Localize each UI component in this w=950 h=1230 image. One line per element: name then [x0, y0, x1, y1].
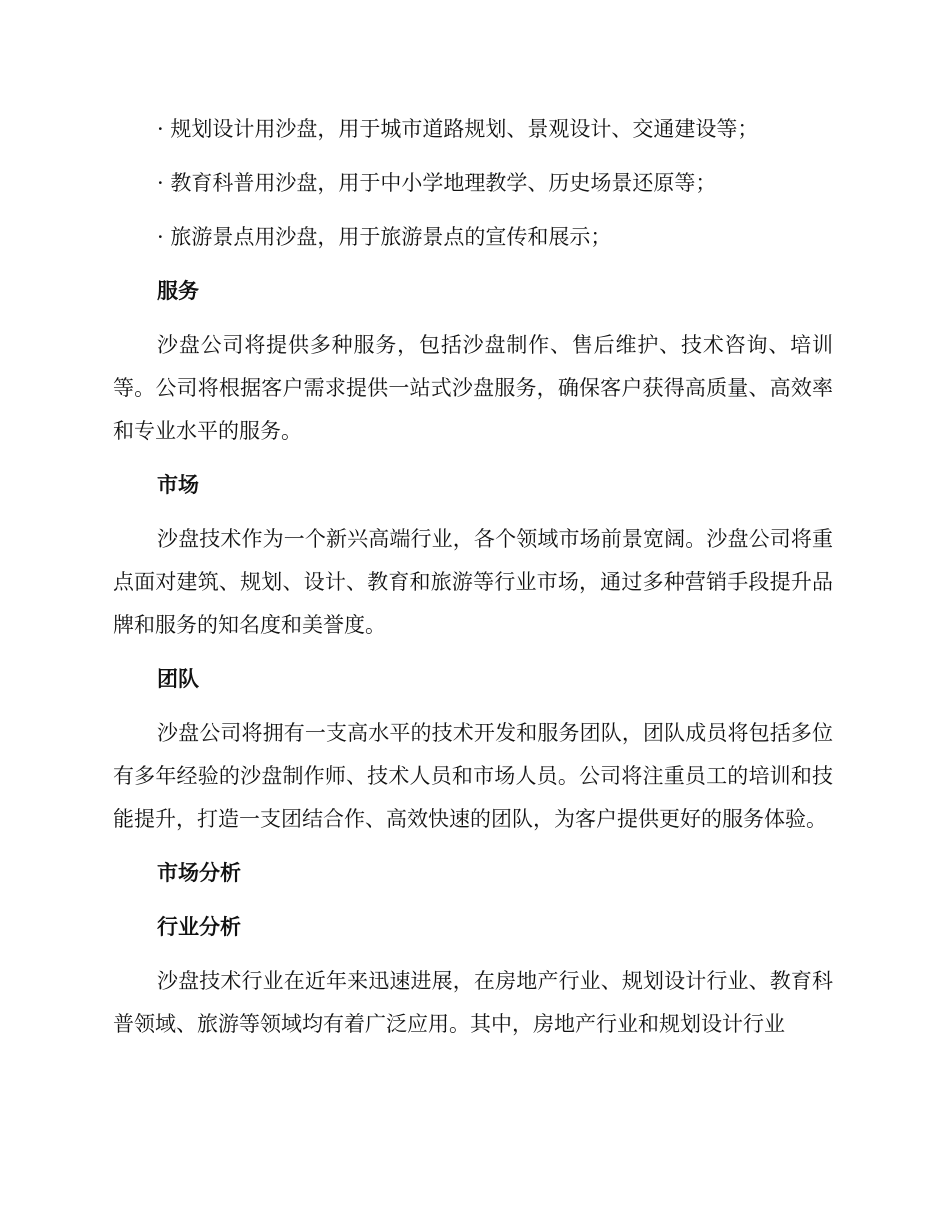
- heading-service: 服务: [157, 279, 199, 303]
- bullet-education: · 教育科普用沙盘，用于中小学地理教学、历史场景还原等；: [157, 171, 717, 195]
- paragraph-team: 沙盘公司将拥有一支高水平的技术开发和服务团队，团队成员将包括多位有多年经验的沙盘制作师、技术人员和市场人员。公司将注重员工的培训和技能提升，打造一支团结合作、高效快速的团队，为客户提供更好的服务体验。: [113, 721, 833, 831]
- heading-industry-analysis: 行业分析: [157, 915, 241, 939]
- paragraph-market: 沙盘技术作为一个新兴高端行业，各个领域市场前景宽阔。沙盘公司将重点面对建筑、规划、设计、教育和旅游等行业市场，通过多种营销手段提升品牌和服务的知名度和美誉度。: [113, 527, 833, 637]
- document-page: [113, 108, 833, 1057]
- paragraph-industry-analysis: 沙盘技术行业在近年来迅速进展，在房地产行业、规划设计行业、教育科普领域、旅游等领域均有着广泛应用。其中，房地产行业和规划设计行业: [113, 969, 833, 1036]
- paragraph-service: 沙盘公司将提供多种服务，包括沙盘制作、售后维护、技术咨询、培训等。公司将根据客户需求提供一站式沙盘服务，确保客户获得高质量、高效率和专业水平的服务。: [113, 333, 833, 443]
- heading-market: 市场: [157, 473, 199, 497]
- heading-market-analysis: 市场分析: [157, 861, 241, 885]
- bullet-tourism: · 旅游景点用沙盘，用于旅游景点的宣传和展示；: [157, 225, 612, 249]
- bullet-planning-design: · 规划设计用沙盘，用于城市道路规划、景观设计、交通建设等；: [157, 117, 759, 141]
- heading-team: 团队: [157, 667, 199, 691]
